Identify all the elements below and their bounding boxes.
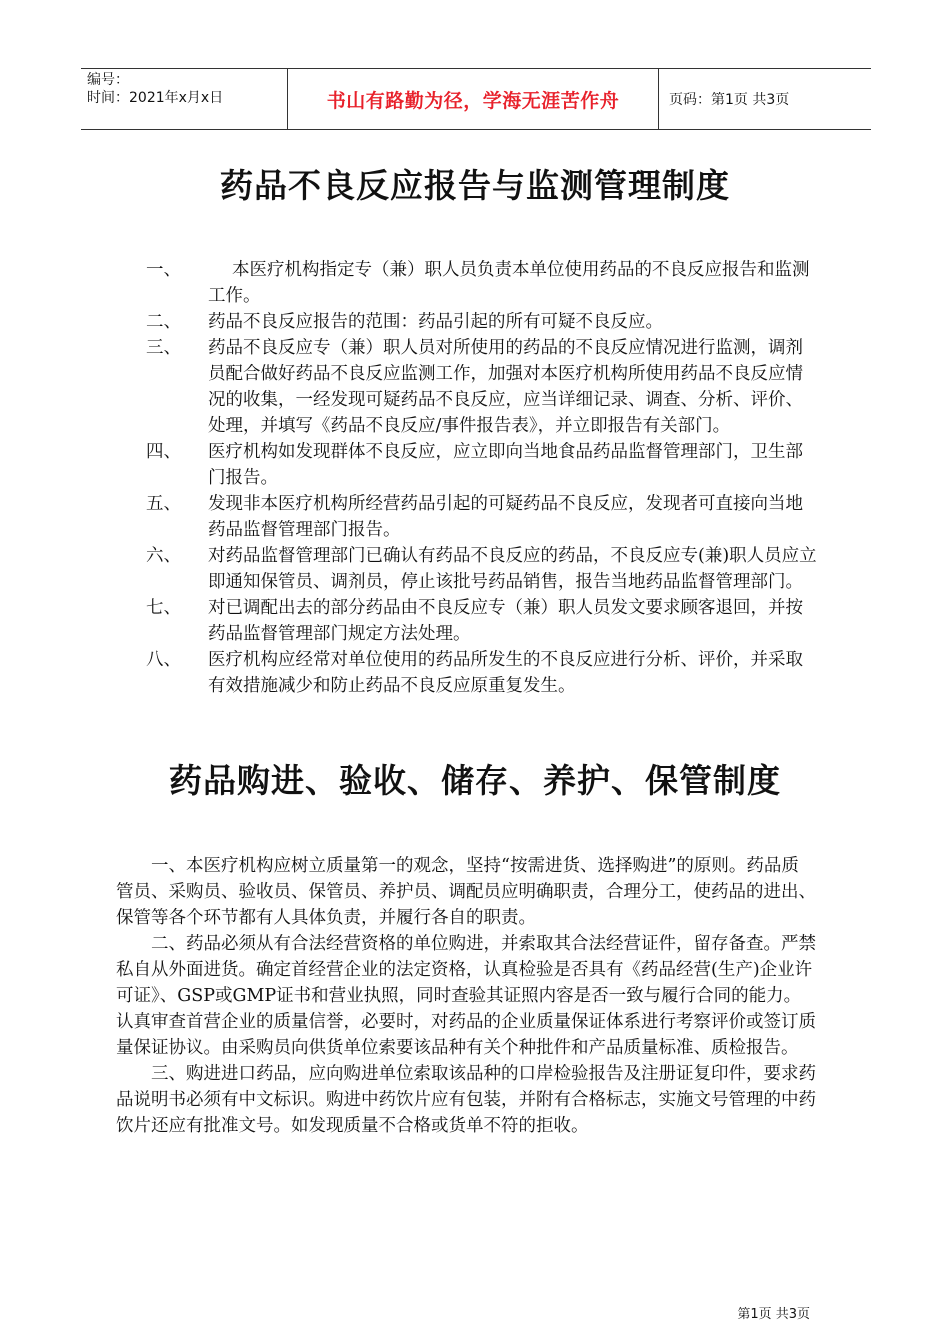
list-item (146, 543, 818, 595)
paragraph: 一、本医疗机构应树立质量第一的观念，坚持“按需进货、选择购进”的原则。药品质管员、采购员、验收员、保管员、养护员、调配员应明确职责，合理分工，使药品的进出、保管等各个环节都有人具体负责，并履行各自的职责。 (116, 856, 816, 928)
item-number: 一、 (146, 260, 181, 280)
header-motto (287, 69, 659, 129)
paragraph: 三、购进进口药品，应向购进单位索取该品种的口岸检验报告及注册证复印件，要求药品说明书必须有中文标识。购进中药饮片应有包装，并附有合格标志，实施文号管理的中药饮片还应有批准文号。如发现质量不合格或货单不符的拒收。 (116, 1064, 816, 1136)
section2-title: 药品购进、验收、储存、养护、保管制度 (169, 761, 781, 800)
item-text: 医疗机构如发现群体不良反应，应立即向当地食品药品监督管理部门，卫生部门报告。 (208, 442, 803, 488)
list-item (146, 309, 818, 335)
section1-list (146, 257, 818, 699)
header-page-info (659, 69, 871, 129)
list-item (146, 595, 818, 647)
item-text: 医疗机构应经常对单位使用的药品所发生的不良反应进行分析、评价，并采取有效措施减少和防止药品不良反应原重复发生。 (208, 650, 803, 696)
page-info-text: 页码：第1页 共3页 (669, 92, 790, 108)
item-text: 对药品监督管理部门已确认有药品不良反应的药品，不良反应专(兼)职人员应立即通知保管员、调剂员，停止该批号药品销售，报告当地药品监督管理部门。 (208, 546, 817, 592)
item-text: 对已调配出去的部分药品由不良反应专（兼）职人员发文要求顾客退回，并按药品监督管理部门规定方法处理。 (208, 598, 803, 644)
time-label: 时间：2021年x月x日 (87, 90, 224, 106)
item-text: 发现非本医疗机构所经营药品引起的可疑药品不良反应，发现者可直接向当地药品监督管理部门报告。 (208, 494, 803, 540)
item-number: 四、 (146, 442, 181, 462)
item-text: 本医疗机构指定专（兼）职人员负责本单位使用药品的不良反应报告和监测工作。 (208, 260, 810, 306)
list-item (146, 257, 818, 309)
list-item (146, 647, 818, 699)
item-number: 七、 (146, 598, 181, 618)
list-item (146, 439, 818, 491)
section2-body (116, 853, 816, 1139)
item-text: 药品不良反应报告的范围：药品引起的所有可疑不良反应。 (208, 312, 663, 332)
item-text: 药品不良反应专（兼）职人员对所使用的药品的不良反应情况进行监测，调剂员配合做好药品不良反应监测工作，加强对本医疗机构所使用药品不良反应情况的收集，一经发现可疑药品不良反应，应当详细记录、调查、分析、评价、处理，并填写《药品不良反应/事件报告表》，并立即报告有关部门。 (208, 338, 803, 436)
list-item (146, 491, 818, 543)
page-footer: 第1页 共3页 (737, 1307, 810, 1322)
item-number: 二、 (146, 312, 181, 332)
section1-title: 药品不良反应报告与监测管理制度 (220, 166, 730, 205)
item-number: 五、 (146, 494, 181, 514)
document-header (81, 68, 871, 130)
header-meta (81, 69, 287, 129)
list-item (146, 335, 818, 439)
motto-text: 书山有路勤为径，学海无涯苦作舟 (326, 89, 620, 112)
item-number: 三、 (146, 338, 181, 358)
paragraph: 二、药品必须从有合法经营资格的单位购进，并索取其合法经营证件，留存备查。严禁私自从外面进货。确定首经营企业的法定资格，认真检验是否具有《药品经营(生产)企业许可证》、GSP或GMP证书和营业执照，同时查验其证照内容是否一致与履行合同的能力。认真审查首营企业的质量信誉，必要时，对药品的企业质量保证体系进行考察评价或签订质量保证协议。由采购员向供货单位索要该品种有关个种批件和产品质量标准、质检报告。 (116, 934, 816, 1058)
number-label: 编号： (87, 72, 129, 88)
item-number: 六、 (146, 546, 181, 566)
item-number: 八、 (146, 650, 181, 670)
